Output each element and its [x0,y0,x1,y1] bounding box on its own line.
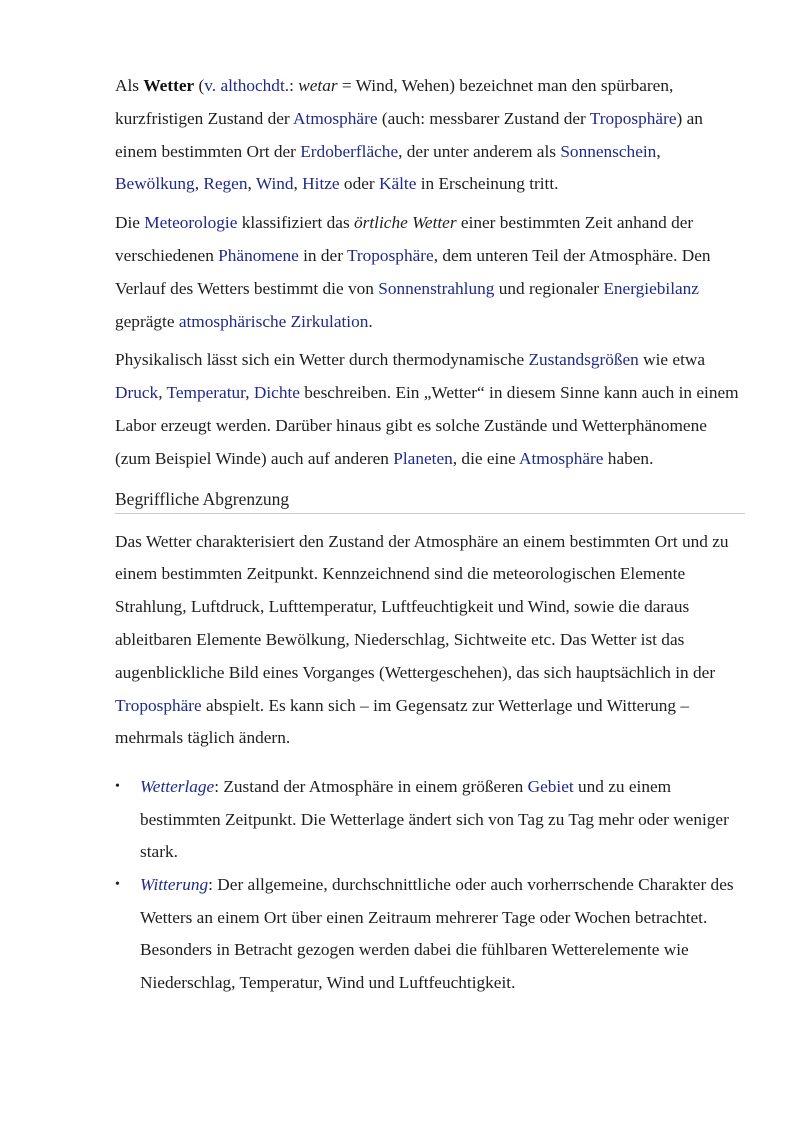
term-list [115,771,745,999]
text: . [368,311,373,331]
list-item [115,869,745,999]
meteorology-paragraph [115,207,745,338]
link-sonnenstrahlung[interactable]: Sonnenstrahlung [378,278,495,298]
term-italic: örtliche Wetter [354,213,457,233]
link-gebiet[interactable]: Gebiet [527,777,574,797]
text: , die eine [452,448,520,468]
link-druck[interactable]: Druck [115,383,159,403]
link-planeten[interactable]: Planeten [393,448,453,468]
text: , [245,383,254,403]
text: haben. [603,448,654,468]
text: : [289,76,299,95]
link-zustandsgroessen[interactable]: Zustandsgrößen [528,350,639,370]
text: , [194,174,204,194]
physics-paragraph [115,344,745,475]
link-energiebilanz[interactable]: Energiebilanz [603,278,699,298]
text: und zu einem bestimmten Zeitpunkt. Die Wetterlage ändert sich von Tag zu Tag mehr oder weniger stark. [140,777,729,862]
text: ) an einem bestimmten Ort der [115,108,703,161]
text: ( [194,76,205,95]
text: : Der allgemeine, durchschnittliche oder auch vorherrschende Charakter des Wetters an einem Ort über einen Zeitraum mehrerer Tage oder Wochen betrachtet. Besonders in Betracht gezogen werden dabei die fühlbaren Wetterelemente wie Niederschlag, Temperatur, Wind und Luftfeuchtigkeit. [140,874,734,992]
link-text: Witterung [140,874,209,894]
text: beschreiben. Ein „Wetter“ in diesem Sinne kann auch in einem Labor erzeugt werden. Darüber hinaus gibt es solche Zustände und Wetterphänomene (zum Beispiel Winde) auch auf anderen [115,383,739,468]
text: , dem unteren Teil der Atmosphäre. Den Verlauf des Wetters bestimmt die von [115,245,711,298]
link-wetterlage[interactable] [140,777,214,796]
link-dichte[interactable]: Dichte [253,383,300,403]
link-atmosphaere[interactable]: Atmosphäre [519,448,604,468]
article-body [115,70,745,999]
text: geprägte [115,311,179,331]
section-body [115,526,745,756]
text: , [656,141,661,161]
text: oder [339,174,379,194]
link-althochdt[interactable]: althochdt. [220,76,290,95]
link-wind[interactable]: Wind [255,174,294,194]
text: Das Wetter charakterisiert den Zustand der Atmosphäre an einem bestimmten Ort und zu einem bestimmten Zeitpunkt. Kennzeichnend sind die meteorologischen Elemente Strahlung, Luftdruck, Lufttemperatur, Luftfeuchtigkeit und Wind, sowie die daraus ableitbaren Elemente Bewölkung, Niederschlag, Sichtweite etc. Das Wetter ist das augenblickliche Bild eines Vorganges (Wettergeschehen), das sich hauptsächlich in der [115,531,729,682]
bullet-icon: • [115,779,120,795]
link-v[interactable]: v. [204,76,217,95]
definition-paragraph [115,526,745,756]
link-sonnenschein[interactable]: Sonnenschein [560,141,657,161]
text: in Erscheinung tritt. [416,174,559,194]
link-atmosphaere[interactable]: Atmosphäre [293,108,378,128]
text: (auch: messbarer Zustand der [377,108,590,128]
text: , [158,383,167,403]
link-witterung[interactable] [140,875,208,894]
text: Als [115,76,144,95]
link-hitze[interactable]: Hitze [302,174,340,194]
text: Die [115,213,145,233]
text: : Zustand der Atmosphäre in einem größeren [214,777,528,797]
text: und regionaler [494,278,604,298]
link-erdoberflaeche[interactable]: Erdoberfläche [300,141,399,161]
section-heading: Begriffliche Abgrenzung [115,486,745,514]
text: einer bestimmten Zeit anhand der verschiedenen [115,213,694,265]
link-temperatur[interactable]: Temperatur [166,383,246,403]
link-meteorologie[interactable]: Meteorologie [144,213,238,233]
text: = Wind, Wehen) bezeichnet man den spürbaren, kurzfristigen Zustand der [115,76,674,128]
list-item [115,771,745,869]
link-troposphaere[interactable]: Troposphäre [115,695,202,715]
text: wie etwa [638,350,706,370]
bullet-icon: • [115,876,120,892]
link-bewoelkung[interactable]: Bewölkung [115,174,195,194]
text: in der [298,245,347,265]
text: klassifiziert das [237,213,355,233]
link-kaelte[interactable]: Kälte [378,174,417,194]
text: , [247,174,256,194]
term-bold: Wetter [143,76,195,95]
text: , der unter anderem als [398,141,561,161]
link-phaenomene[interactable]: Phänomene [218,245,299,265]
link-troposphaere[interactable]: Troposphäre [589,108,677,128]
text: , [293,174,303,194]
text: Physikalisch lässt sich ein Wetter durch thermodynamische [115,350,529,370]
link-troposphaere[interactable]: Troposphäre [346,245,434,265]
link-text: Wetterlage [140,777,215,797]
link-regen[interactable]: Regen [203,174,248,194]
link-atmosphaerische-zirkulation[interactable]: atmosphärische Zirkulation [178,311,369,331]
intro-paragraph [115,70,745,201]
term-italic: wetar [298,76,338,95]
text: abspielt. Es kann sich – im Gegensatz zur Wetterlage und Witterung – mehrmals täglich ändern. [115,695,689,748]
